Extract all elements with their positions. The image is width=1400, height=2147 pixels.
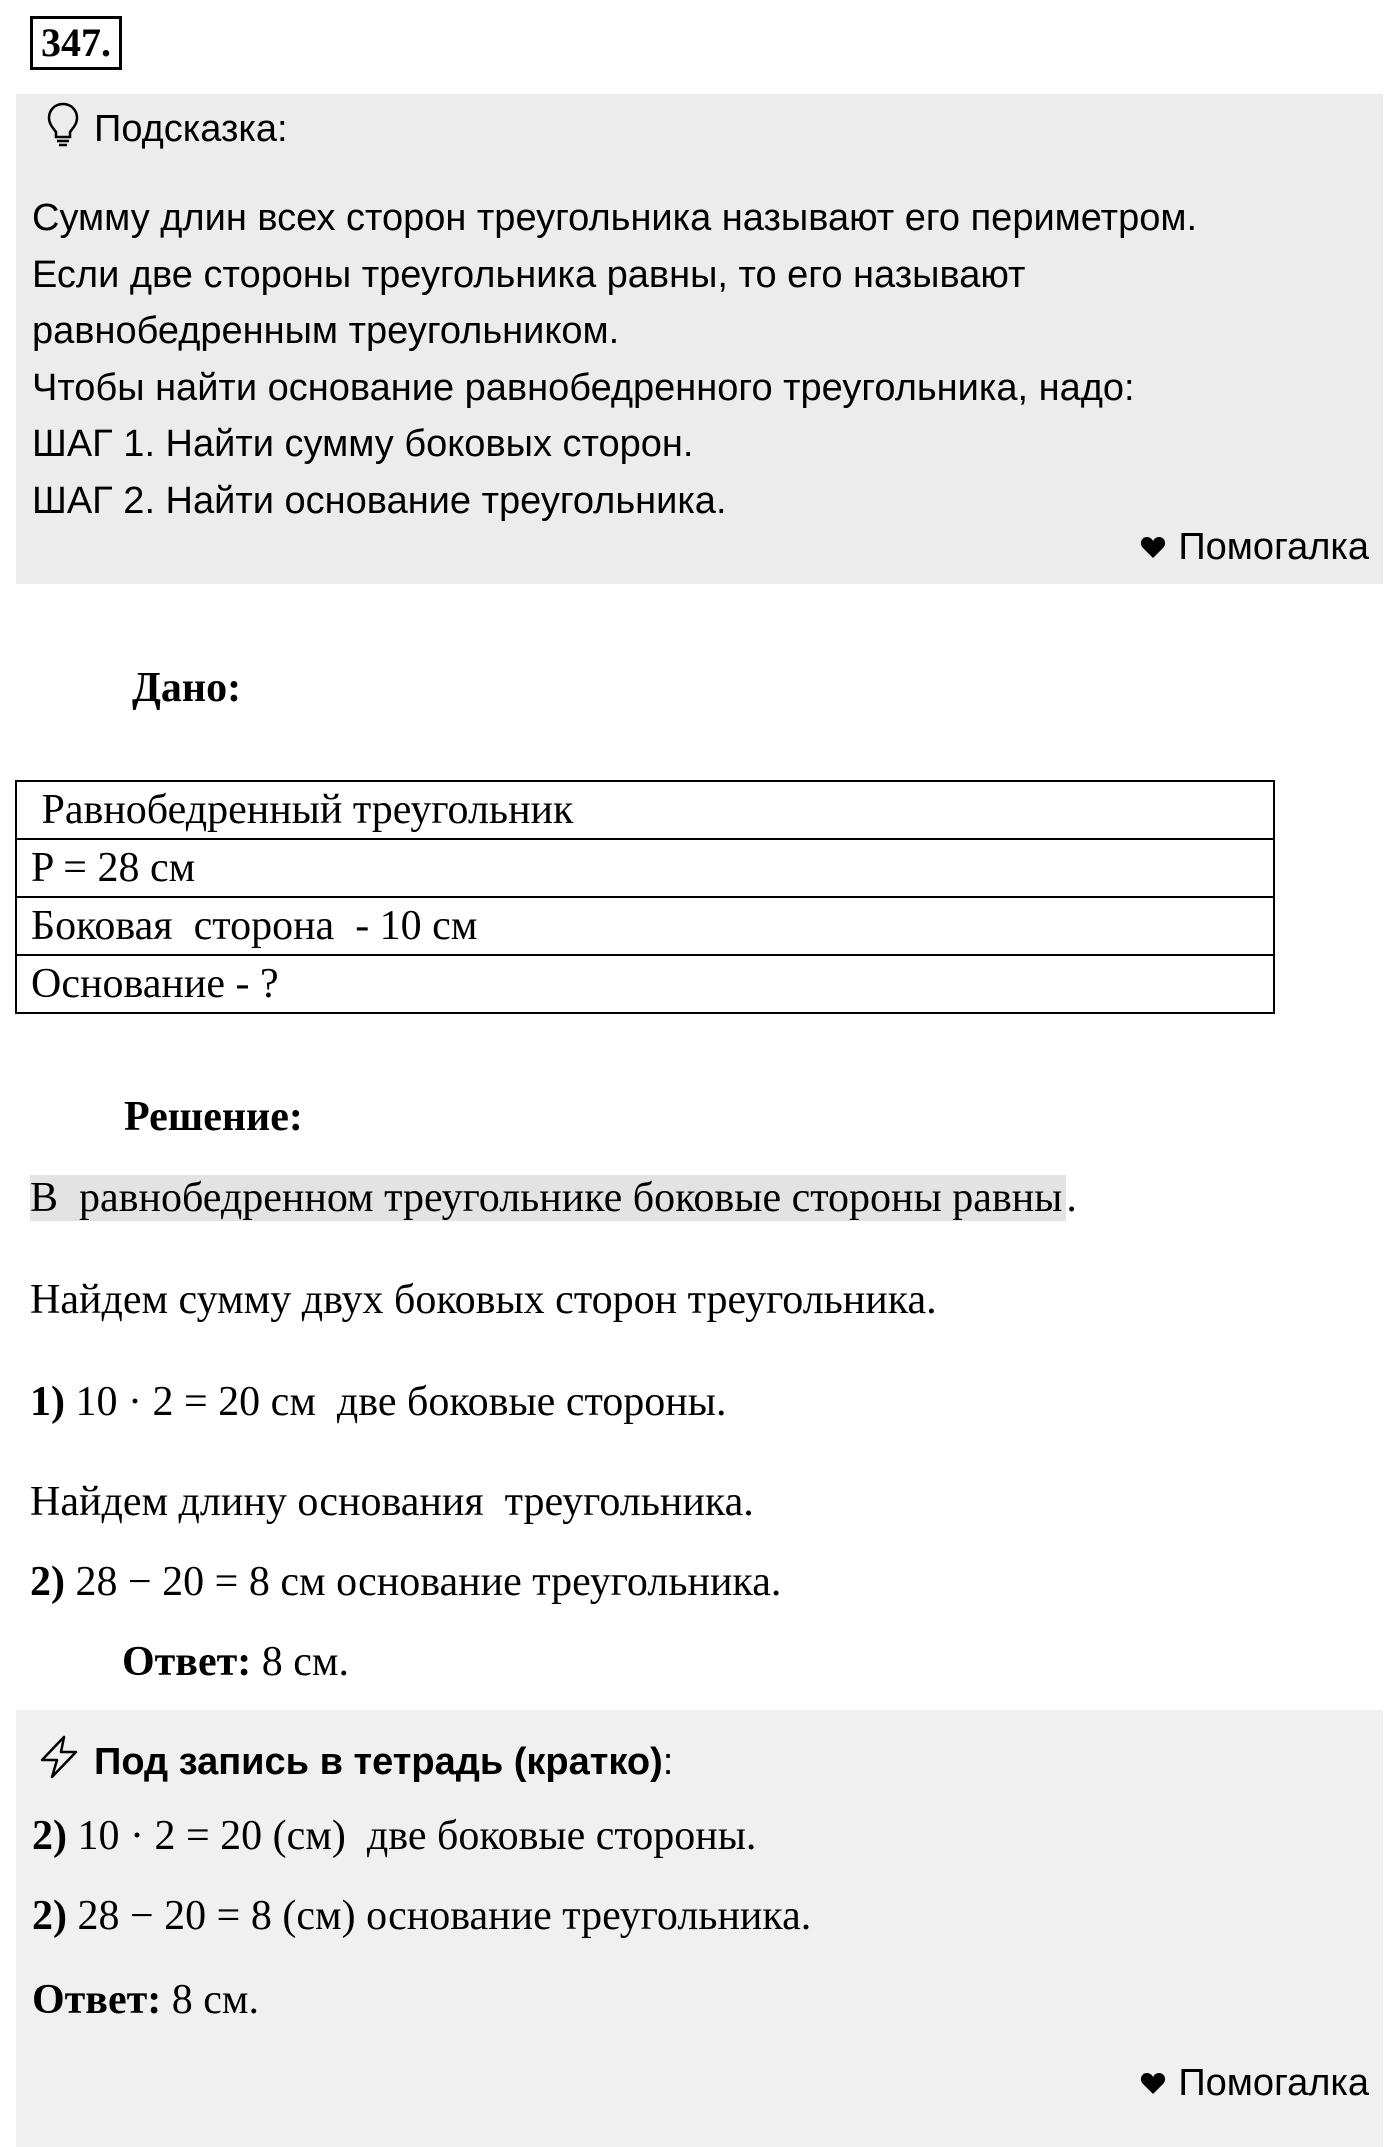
step-number: 2) — [32, 1893, 67, 1939]
hint-text — [32, 190, 1363, 529]
table-row — [16, 839, 1274, 897]
short-title: Под запись в тетрадь (кратко) — [94, 1740, 663, 1783]
table-row — [16, 955, 1274, 1013]
brand-label — [1140, 2062, 1369, 2105]
solution-answer — [122, 1634, 349, 1690]
hint-line: Если две стороны треугольника равны, то его называют — [32, 253, 1026, 296]
step-number: 2) — [32, 1813, 67, 1859]
hint-box — [16, 94, 1383, 584]
highlighted-text: В равнобедренном треугольнике боковые стороны равны — [30, 1175, 1066, 1221]
table-cell: Равнобедренный треугольник — [16, 781, 1274, 839]
answer-text: 8 см. — [251, 1639, 349, 1685]
hint-step-2 — [32, 473, 1363, 530]
answer-label: Ответ: — [122, 1639, 252, 1685]
solution-intro-2: Найдем длину основания треугольника. — [30, 1479, 754, 1525]
table-cell: P = 28 см — [16, 839, 1274, 897]
short-line-2 — [32, 1888, 811, 1944]
hint-title: Подсказка: — [94, 107, 288, 150]
solution-step-2 — [30, 1554, 781, 1610]
brand-text: Помогалка — [1178, 2062, 1369, 2104]
table-row — [16, 781, 1274, 839]
step-text: Найти основание треугольника. — [155, 479, 727, 522]
short-title-colon: : — [662, 1740, 674, 1783]
given-table — [15, 780, 1275, 1014]
task-number: 347. — [30, 16, 122, 70]
lightbulb-icon — [46, 101, 80, 157]
short-answer — [32, 1972, 259, 2028]
given-heading: Дано: — [132, 665, 242, 711]
answer-text: 8 см. — [161, 1977, 259, 2023]
heart-icon — [1140, 526, 1166, 569]
lightning-icon — [36, 1734, 82, 1790]
table-cell: Боковая сторона - 10 см — [16, 897, 1274, 955]
short-line-1 — [32, 1808, 756, 1864]
brand-label — [1140, 526, 1369, 569]
hint-line: Чтобы найти основание равнобедренного треугольника, надо: — [32, 366, 1135, 409]
answer-label: Ответ: — [32, 1977, 162, 2023]
solution-intro-1: Найдем сумму двух боковых сторон треугольника. — [30, 1277, 937, 1323]
step-text: 10 · 2 = 20 см две боковые стороны. — [65, 1379, 727, 1425]
step-number: 2) — [30, 1559, 65, 1605]
short-answer-box — [16, 1710, 1383, 2147]
step-label: ШАГ 1. — [32, 423, 155, 465]
solution-heading: Решение: — [124, 1094, 303, 1140]
hint-header — [46, 104, 288, 154]
brand-text: Помогалка — [1178, 526, 1369, 568]
short-header — [36, 1734, 673, 1790]
hint-line: равнобедренным треугольником. — [32, 310, 620, 352]
solution-step-1 — [30, 1374, 726, 1430]
table-cell: Основание - ? — [16, 955, 1274, 1013]
step-text: 28 − 20 = 8 см основание треугольника. — [65, 1559, 782, 1605]
table-row — [16, 897, 1274, 955]
step-text: 28 − 20 = 8 (см) основание треугольника. — [67, 1893, 812, 1939]
note-end: . — [1066, 1175, 1077, 1221]
hint-step-1 — [32, 416, 1363, 473]
step-text: Найти сумму боковых сторон. — [155, 423, 694, 465]
heart-icon — [1140, 2062, 1166, 2105]
solution-note — [30, 1170, 1077, 1226]
hint-line: Сумму длин всех сторон треугольника называют его периметром. — [32, 197, 1198, 239]
step-text: 10 · 2 = 20 (см) две боковые стороны. — [67, 1813, 757, 1859]
step-number: 1) — [30, 1379, 65, 1425]
step-label: ШАГ 2. — [32, 479, 155, 522]
